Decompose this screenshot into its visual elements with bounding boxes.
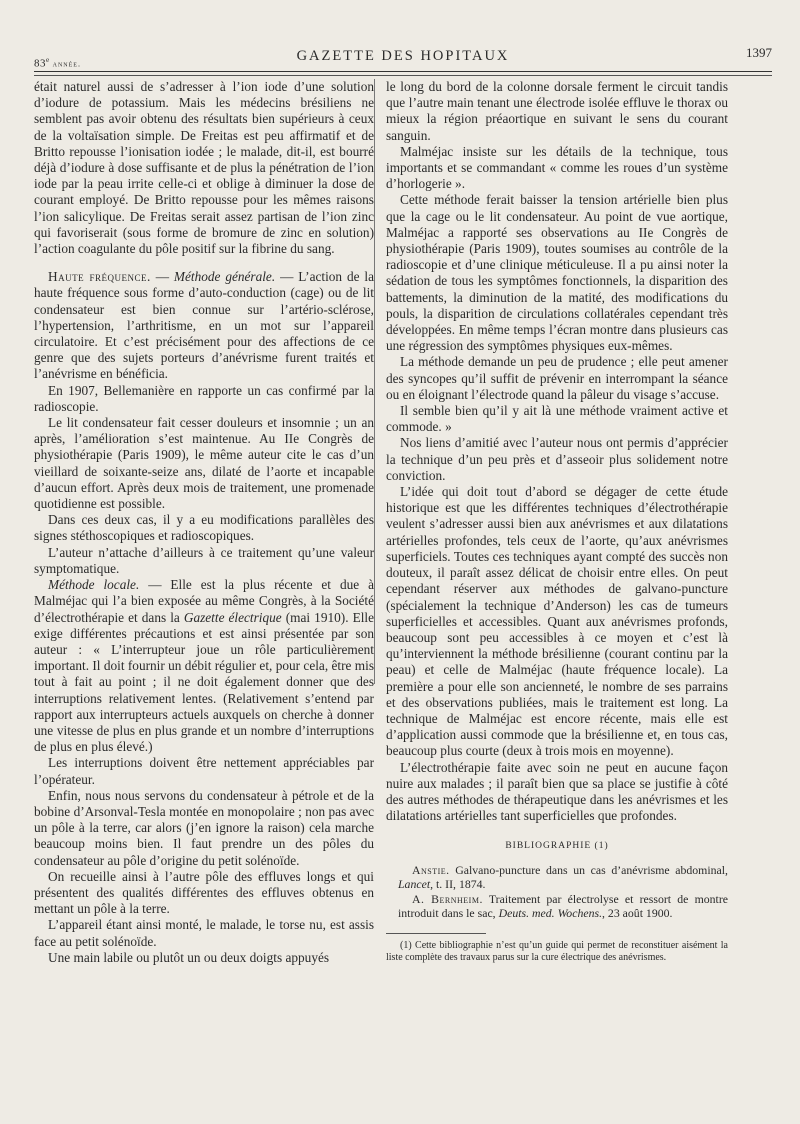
bib-journal: Lancet: [398, 877, 431, 892]
header-rule-thick: [34, 71, 772, 72]
section-heading: Haute fréquence.: [48, 269, 151, 285]
bib-author: A. Bernheim.: [412, 891, 483, 906]
bibliography-entry: A. Bernheim. Traitement par électrolyse et ressort de montre introduit dans le sac, Deuts. med. Wochens., 23 août 1900.: [398, 891, 728, 921]
left-column: [34, 79, 374, 966]
footnote: (1) Cette bibliographie n’est qu’un guide qui permet de reconstituer aisément la liste complète des travaux parus sur la cure électrique des anévrismes.: [386, 939, 728, 964]
volume-suffix: e: [46, 56, 50, 64]
subsection-heading: Méthode locale.: [48, 577, 140, 593]
paragraph: L’auteur n’attache d’ailleurs à ce traitement qu’une valeur symptomatique.: [34, 544, 374, 576]
volume-word: année.: [49, 59, 81, 69]
section-methode-locale: Méthode locale. — Elle est la plus récente et due à Malméjac qui l’a bien exposée au même Congrès, à la Société d’électrothérapie et dans la Gazette électrique (mai 1910). Elle exige différentes précautions et est ainsi présentée par son auteur : « L’interrupteur joue un rôle particulièrement important. Il doit fournir un débit régulier et, pour cela, être mis tout à fait au point ; il ne doit également donner que des interruptions relativement lentes. (Relativement s’entend par rapport aux interrupteurs actuels auxquels on cherche à donner une vitesse de plus en plus grande et un nombre d’interruptions de plus en plus élevé.): [34, 577, 374, 755]
paragraph: Malméjac insiste sur les détails de la technique, tous importants et se commandant « comme les roues d’un système d’horlogerie ».: [386, 143, 728, 192]
right-column: [386, 79, 728, 965]
bib-journal: Deuts. med. Wochens.: [498, 906, 603, 921]
bibliography-heading: BIBLIOGRAPHIE (1): [505, 841, 609, 852]
header-rule-thin: [34, 75, 772, 76]
paragraph: En 1907, Bellemanière en rapporte un cas confirmé par la radioscopie.: [34, 382, 374, 414]
paragraph: Cette méthode ferait baisser la tension artérielle bien plus que la cage ou le lit condensateur. Au point de vue aortique, Malméjac a rapporté ses observations au IIe Congrès de physiothérapie (Paris 1909), toutes soumises au contrôle de la radioscopie et d’une clinique méticuleuse. Il a pu ainsi noter la sédation de tous les symptômes fonctionnels, la disparition des battements, la diminution de la matité, des modifications du pouls, la disparition de circulations collatérales cependant très développées. En même temps l’écran montre dans plusieurs cas une régression des symptômes physiques eux-mêmes.: [386, 192, 728, 354]
subsection-heading: Méthode générale.: [173, 269, 276, 285]
page-header: [34, 44, 772, 70]
paragraph: était naturel aussi de s’adresser à l’ion iode d’une solution d’iodure de potassium. Mais les médecins brésiliens ne semblent pas avoir obtenu des résultats bien supérieurs à ceux de la voltaïsation simple. De Freitas est peu affirmatif et de Britto repousse l’ionisation iodée ; le malade, dit-il, est bourré déjà d’iodure à dose suffisante et de plus la pénétration de l’ion iode par la peau irrite celle-ci et oblige à diminuer la dose de courant employé. De Britto repousse pour les mêmes raisons l’ion salicylique. De Freitas serait assez partisan de l’ion zinc qui favoriserait (sous forme de bromure de zinc en solution) l’action coagulante du pôle positif sur la fibrine du sang.: [34, 79, 374, 257]
section-haute-frequence: Haute fréquence. — Méthode générale. — L’action de la haute fréquence sous forme d’auto-conduction (cage) ou de lit condensateur est bien connue sur l’artério-sclérose, l’hypertension, l’arthritisme, en un mot sur l’appareil circulatoire. Et c’est précisément pour des affections de ce genre que des sujets porteurs d’anévrisme furent traités et l’anévrisme en bénéficia.: [34, 269, 374, 382]
paragraph: Une main labile ou plutôt un ou deux doigts appuyés: [48, 949, 330, 965]
page-number: 1397: [746, 45, 772, 60]
journal-title: GAZETTE DES HOPITAUX: [296, 48, 510, 64]
volume-number: 83: [34, 57, 46, 70]
paragraph: Il semble bien qu’il y ait là une méthode vraiment active et commode. »: [386, 403, 728, 435]
paragraph: L’électrothérapie faite avec soin ne peut en aucune façon nuire aux malades ; il paraît bien que sa place se justifie à côté des autres méthodes de thérapeutique dans les anévrismes et les dilatations artérielles tant superficielles que profondes.: [386, 759, 728, 824]
paragraph: Les interruptions doivent être nettement appréciables par l’opérateur.: [34, 755, 374, 787]
paragraph: On recueille ainsi à l’autre pôle des effluves longs et qui présentent des qualités différentes des effluves obtenus en mettant un pôle à la terre.: [34, 868, 374, 917]
paragraph: Enfin, nous nous servons du condensateur à pétrole et de la bobine d’Arsonval-Tesla montée en monopolaire ; non pas avec un pôle à la terre, car alors (j’en ignore la raison) cela marche beaucoup moins bien. Il faut prendre un des pôles du condensateur au pôle d’origine du petit solénoïde.: [34, 787, 374, 868]
paragraph: Le lit condensateur fait cesser douleurs et insomnie ; un an après, l’amélioration s’est maintenue. Au IIe Congrès de physiothérapie (Paris 1909), le même auteur cite le cas d’un vieillard de soixante-seize ans, dilaté de l’aorte et incapable d’aucun effort. Après deux mois de traitement, une promenade quotidienne est possible.: [34, 415, 374, 512]
paragraph: L’appareil étant ainsi monté, le malade, le torse nu, est assis face au petit solénoïde.: [34, 917, 374, 949]
column-divider: [374, 79, 375, 684]
paragraph: La méthode demande un peu de prudence ; elle peut amener des syncopes qu’il suffit de prévenir en interrompant la séance ou en éloignant l’électrode quand la pâleur du visage s’accuse.: [386, 354, 728, 402]
bib-author: Anstie.: [412, 862, 450, 877]
footnote-rule: [386, 933, 486, 934]
bibliography-entry: Anstie. Galvano-puncture dans un cas d’anévrisme abdominal, Lancet, t. II, 1874.: [398, 862, 728, 892]
paragraph: le long du bord de la colonne dorsale ferment le circuit tandis que l’autre main tenant une électrode isolée effluve le thorax ou mieux la région préaortique en suivant le sens du courant sanguin.: [386, 79, 728, 143]
paragraph: L’idée qui doit tout d’abord se dégager de cette étude historique est que les différentes techniques d’électrothérapie veulent s’adresser aussi bien aux anévrismes et aux dilatations artérielles profondes, tels ceux de l’aorte, qu’aux anévrismes superficiels. Toutes ces techniques ayant compté des succès non douteux, il paraît assez délicat de choisir entre elles. On peut cependant réserver aux méthodes de galvano-puncture (spécialement la technique d’Anderson) les cas de tumeurs superficielles et accessibles. Quant aux anévrismes profonds, beaucoup sont peu accessibles à ce moyen et c’est là qu’interviennent la méthode brésilienne (courant continu par la peau) et celle de Malméjac (haute fréquence locale). La première a pour elle son ancienneté, le nombre de ses parrains et des observations publiées, mais le traitement est long. La technique de Malméjac est encore récente, mais elle est d’application aussi commode que la brésilienne et, en tous cas, beaucoup plus courte (deux à trois mois en moyenne).: [386, 484, 728, 759]
paragraph: Dans ces deux cas, il y a eu modifications parallèles des signes stéthoscopiques et radioscopiques.: [34, 512, 374, 544]
paragraph: Nos liens d’amitié avec l’auteur nous ont permis d’apprécier la technique d’un peu près et d’asseoir plus solidement notre conviction.: [386, 435, 728, 483]
journal-name: Gazette électrique: [183, 609, 282, 625]
